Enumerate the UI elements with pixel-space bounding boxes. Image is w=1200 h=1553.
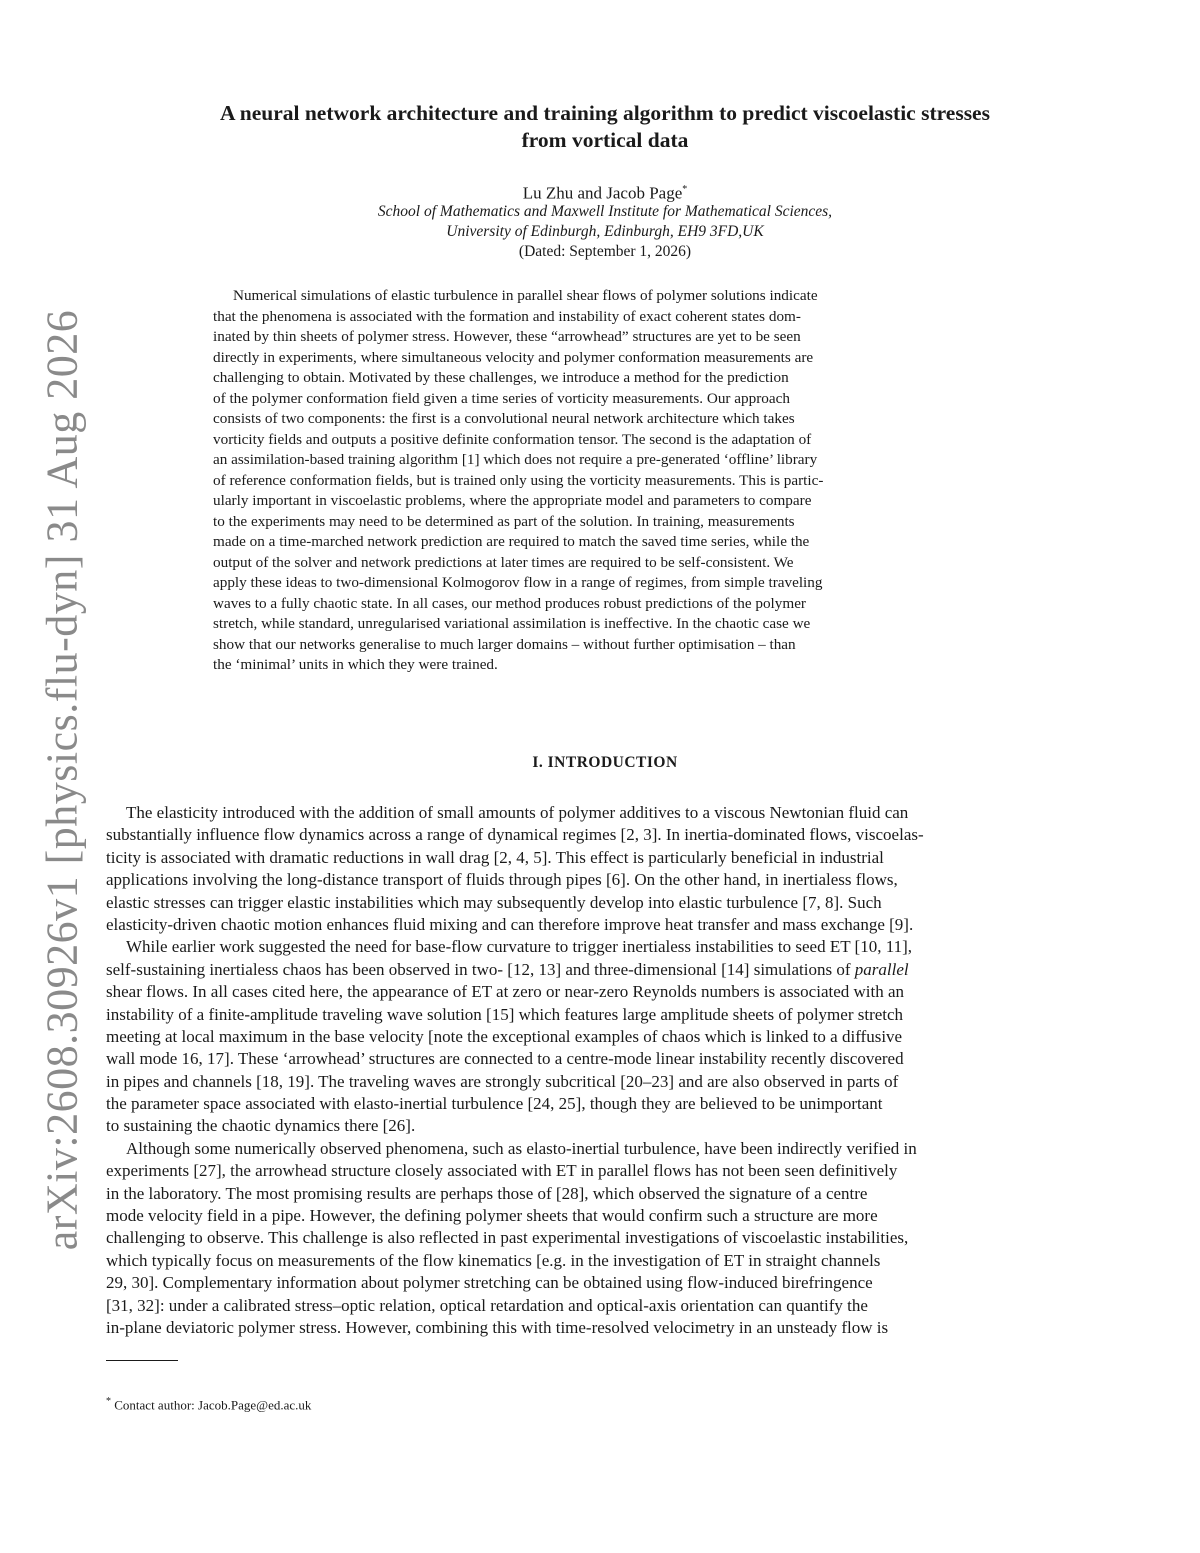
text-line: challenging to observe. This challenge is also reflected in past experimental investigations of viscoelastic instabilities, bbox=[106, 1228, 909, 1248]
text-line: While earlier work suggested the need for base-flow curvature to trigger inertialess instabilities to seed ET [10, 11], bbox=[126, 937, 912, 957]
text-line: in-plane deviatoric polymer stress. However, combining this with time-resolved velocimetry in an unsteady flow is bbox=[106, 1317, 889, 1337]
text-line: meeting at local maximum in the base velocity [note the exceptional examples of chaos which is linked to a diffusive bbox=[106, 1026, 903, 1046]
emphasis-text: parallel bbox=[854, 959, 909, 979]
text-line: experiments [27], the arrowhead structure closely associated with ET in parallel flows has not been seen definitively bbox=[106, 1161, 898, 1181]
paragraph-2 bbox=[106, 936, 1102, 1138]
text-line: the parameter space associated with elasto-inertial turbulence [24, 25], though they are believed to be unimportant bbox=[106, 1094, 883, 1114]
paragraph-1 bbox=[106, 802, 1102, 936]
title-line-1: A neural network architecture and training algorithm to predict viscoelastic stresses bbox=[220, 101, 990, 125]
text-line: applications involving the long-distance transport of fluids through pipes [6]. On the other hand, in inertialess flows, bbox=[106, 870, 898, 890]
text-line: mode velocity field in a pipe. However, the defining polymer sheets that would confirm such a structure are more bbox=[106, 1206, 878, 1226]
text-line: stretch, while standard, unregularised variational assimilation is ineffective. In the chaotic case we bbox=[213, 615, 811, 632]
text-line: instability of a finite-amplitude traveling wave solution [15] which features large amplitude sheets of polymer stretch bbox=[106, 1004, 904, 1024]
text-line: ularly important in viscoelastic problems, where the appropriate model and parameters to compare bbox=[213, 492, 812, 509]
text-line: in pipes and channels [18, 19]. The traveling waves are strongly subcritical [20–23] and are also observed in parts of bbox=[106, 1071, 899, 1091]
text-line: the ‘minimal’ units in which they were trained. bbox=[213, 656, 498, 673]
text-line: vorticity fields and outputs a positive definite conformation tensor. The second is the adaptation of bbox=[213, 430, 812, 448]
text-line bbox=[106, 959, 1102, 981]
text-line: that the phenomena is associated with the formation and instability of exact coherent states dom- bbox=[213, 307, 801, 325]
author-footnote-mark: * bbox=[682, 184, 688, 195]
affiliation-line-2: University of Edinburgh, Edinburgh, EH9 3FD,UK bbox=[446, 223, 764, 240]
arxiv-sidebar bbox=[22, 309, 102, 1251]
text-line: wall mode 16, 17]. These ‘arrowhead’ structures are connected to a centre-mode linear instability recently discovered bbox=[106, 1049, 904, 1069]
text-segment: self-sustaining inertialess chaos has been observed in two- [12, 13] and three-dimensional [14] simulations of bbox=[106, 959, 855, 979]
text-line: apply these ideas to two-dimensional Kolmogorov flow in a range of regimes, from simple traveling bbox=[213, 574, 823, 591]
paragraph-2-continuation bbox=[106, 981, 1102, 1138]
arxiv-identifier: arXiv:2608.30926v1 [physics.flu-dyn] 31 Aug 2026 bbox=[37, 309, 87, 1251]
footnote bbox=[106, 1396, 311, 1413]
text-line: consists of two components: the first is a convolutional neural network architecture which takes bbox=[213, 410, 795, 427]
affiliation-line-1: School of Mathematics and Maxwell Institute for Mathematical Sciences, bbox=[377, 203, 833, 220]
text-line: output of the solver and network predictions at later times are required to be self-consistent. We bbox=[213, 553, 794, 571]
text-line: in the laboratory. The most promising results are perhaps those of [28], which observed the signature of a centre bbox=[106, 1183, 868, 1203]
text-line: Numerical simulations of elastic turbulence in parallel shear flows of polymer solutions indicate bbox=[233, 287, 818, 304]
text-line: substantially influence flow dynamics across a range of dynamical regimes [2, 3]. In inertia-dominated flows, viscoelas- bbox=[106, 825, 924, 845]
text-line: to sustaining the chaotic dynamics there [26]. bbox=[106, 1116, 416, 1136]
text-line: ticity is associated with dramatic reductions in wall drag [2, 4, 5]. This effect is particularly beneficial in industrial bbox=[106, 847, 884, 867]
author-list bbox=[110, 180, 1100, 204]
footnote-rule bbox=[106, 1360, 178, 1361]
text-line: of reference conformation fields, but is trained only using the vorticity measurements. This is partic- bbox=[213, 471, 824, 489]
text-line: elasticity-driven chaotic motion enhances fluid mixing and can therefore improve heat transfer and mass exchange [9]. bbox=[106, 914, 914, 934]
footnote-mark: * bbox=[106, 1396, 111, 1407]
text-line: show that our networks generalise to much larger domains – without further optimisation – than bbox=[213, 635, 796, 653]
text-line: elastic stresses can trigger elastic instabilities which may subsequently develop into elastic turbulence [7, 8]. Such bbox=[106, 892, 882, 912]
text-line: an assimilation-based training algorithm [1] which does not require a pre-generated ‘offline’ library bbox=[213, 451, 818, 468]
text-line: inated by thin sheets of polymer stress. However, these “arrowhead” structures are yet to be seen bbox=[213, 328, 801, 345]
text-line: 29, 30]. Complementary information about polymer stretching can be obtained using flow-induced birefringence bbox=[106, 1273, 873, 1293]
text-line: The elasticity introduced with the addition of small amounts of polymer additives to a viscous Newtonian fluid can bbox=[126, 803, 909, 822]
text-line: shear flows. In all cases cited here, the appearance of ET at zero or near-zero Reynolds numbers is associated with an bbox=[106, 982, 905, 1002]
dated-line: (Dated: September 1, 2026) bbox=[518, 243, 692, 260]
text-line: of the polymer conformation field given a time series of vorticity measurements. Our approach bbox=[213, 389, 790, 407]
text-line: waves to a fully chaotic state. In all cases, our method produces robust predictions of the polymer bbox=[213, 594, 806, 612]
text-line: which typically focus on measurements of the flow kinematics [e.g. in the investigation of ET in straight channels bbox=[106, 1250, 881, 1270]
title-line-2: from vortical data bbox=[521, 128, 689, 152]
text-line: directly in experiments, where simultaneous velocity and polymer conformation measurements are bbox=[213, 348, 814, 366]
text-line: [31, 32]: under a calibrated stress–optic relation, optical retardation and optical-axis orientation can quantify the bbox=[106, 1295, 868, 1315]
abstract bbox=[213, 286, 995, 676]
text-line: to the experiments may need to be determined as part of the solution. In training, measurements bbox=[213, 512, 795, 530]
text-line: made on a time-marched network prediction are required to match the saved time series, while the bbox=[213, 533, 810, 550]
authors-text: Lu Zhu and Jacob Page bbox=[522, 183, 683, 203]
text-line: challenging to obtain. Motivated by these challenges, we introduce a method for the prediction bbox=[213, 369, 789, 386]
introduction-body bbox=[106, 802, 1102, 1339]
footnote-text: Contact author: Jacob.Page@ed.ac.uk bbox=[114, 1397, 312, 1413]
section-heading: I. INTRODUCTION bbox=[532, 754, 678, 771]
paragraph-3 bbox=[106, 1138, 1102, 1340]
text-line: Although some numerically observed phenomena, such as elasto-inertial turbulence, have been indirectly verified in bbox=[126, 1138, 917, 1158]
paper-title bbox=[110, 100, 1100, 154]
